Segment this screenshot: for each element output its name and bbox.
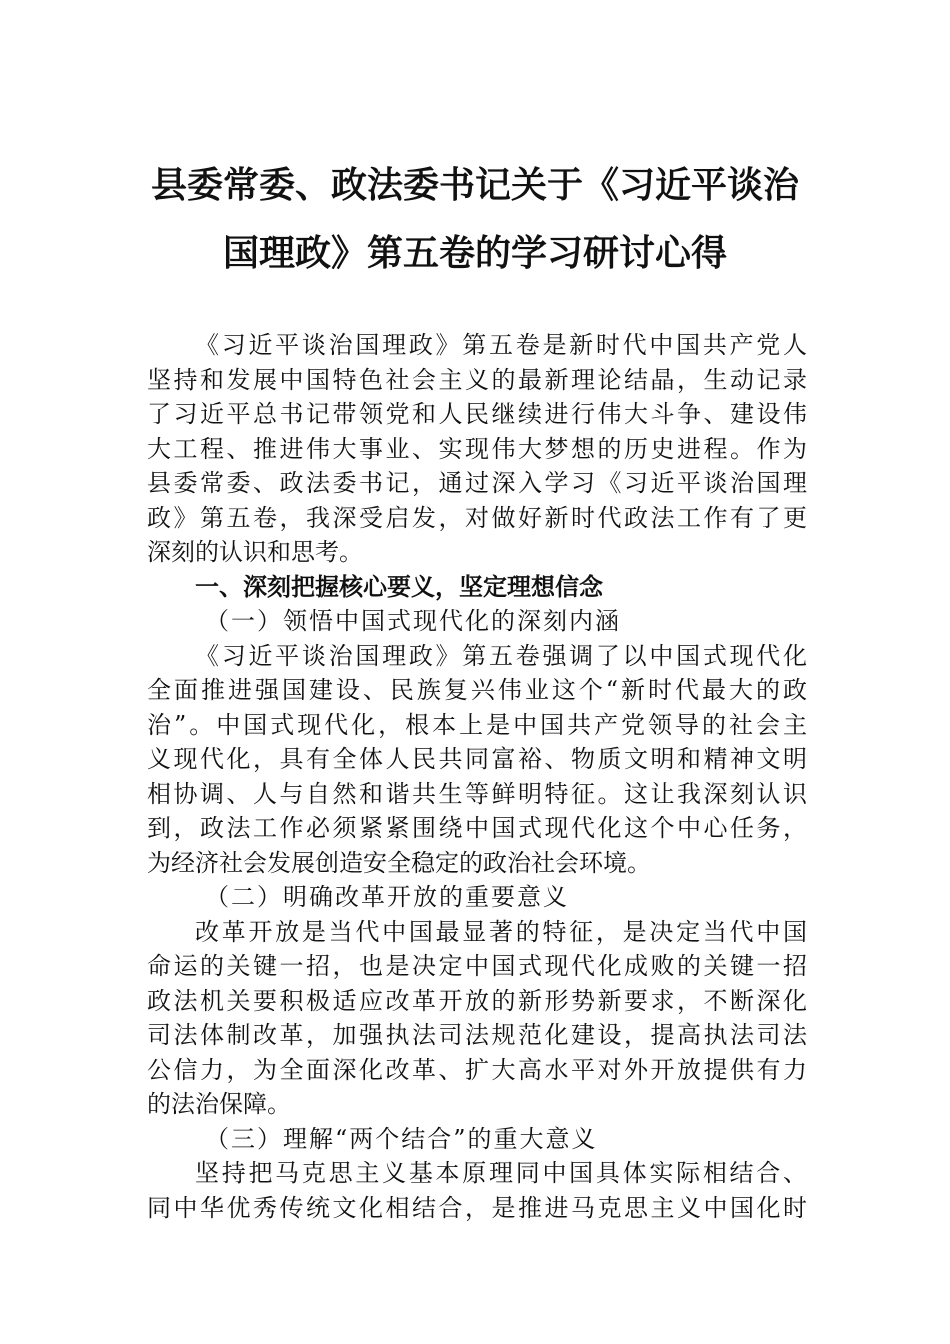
paragraph-line: 《习近平谈治国理政》第五卷是新时代中国共产党人 bbox=[195, 331, 807, 359]
paragraph-line: 治”。中国式现代化，根本上是中国共产党领导的社会主 bbox=[147, 710, 807, 739]
paragraph-line: 大工程、推进伟大事业、实现伟大梦想的历史进程。作为 bbox=[147, 434, 807, 463]
paragraph-line: 全面推进强国建设、民族复兴伟业这个“新时代最大的政 bbox=[147, 676, 807, 704]
document-title bbox=[0, 151, 950, 287]
paragraph-line: 县委常委、政法委书记，通过深入学习《习近平谈治国理 bbox=[147, 469, 807, 497]
title-line-1: 县委常委、政法委书记关于《习近平谈治 bbox=[150, 164, 799, 206]
paragraph-line: 改革开放是当代中国最显著的特征，是决定当代中国 bbox=[195, 917, 807, 946]
paragraph-line: 公信力，为全面深化改革、扩大高水平对外开放提供有力 bbox=[147, 1055, 807, 1084]
subsection-heading: （三）理解“两个结合”的重大意义 bbox=[205, 1124, 598, 1153]
section-heading: 一、深刻把握核心要义，坚定理想信念 bbox=[195, 572, 603, 601]
subsection-heading: （一）领悟中国式现代化的深刻内涵 bbox=[205, 607, 621, 635]
paragraph-line: 了习近平总书记带领党和人民继续进行伟大斗争、建设伟 bbox=[147, 400, 807, 428]
paragraph-line: 《习近平谈治国理政》第五卷强调了以中国式现代化 bbox=[195, 641, 807, 670]
paragraph-line: 深刻的认识和思考。 bbox=[147, 538, 363, 566]
paragraph-line: 相协调、人与自然和谐共生等鲜明特征。这让我深刻认识 bbox=[147, 779, 807, 808]
title-line-2: 国理政》第五卷的学习研讨心得 bbox=[222, 232, 727, 274]
paragraph-line: 的法治保障。 bbox=[147, 1090, 291, 1118]
paragraph-line: 义现代化，具有全体人民共同富裕、物质文明和精神文明 bbox=[147, 745, 807, 773]
paragraph-line: 政》第五卷，我深受启发，对做好新时代政法工作有了更 bbox=[147, 503, 807, 532]
paragraph-line: 为经济社会发展创造安全稳定的政治社会环境。 bbox=[147, 848, 651, 877]
paragraph-line: 命运的关键一招，也是决定中国式现代化成败的关键一招 bbox=[147, 952, 807, 980]
paragraph-line: 政法机关要积极适应改革开放的新形势新要求，不断深化 bbox=[147, 986, 807, 1015]
paragraph-line: 到，政法工作必须紧紧围绕中国式现代化这个中心任务， bbox=[147, 814, 807, 842]
paragraph-line: 坚持和发展中国特色社会主义的最新理论结晶，生动记录 bbox=[147, 365, 807, 394]
paragraph-line: 坚持把马克思主义基本原理同中国具体实际相结合、 bbox=[195, 1159, 807, 1187]
paragraph-line: 司法体制改革，加强执法司法规范化建设，提高执法司法 bbox=[147, 1021, 807, 1049]
subsection-heading: （二）明确改革开放的重要意义 bbox=[205, 883, 569, 911]
paragraph-line: 同中华优秀传统文化相结合，是推进马克思主义中国化时 bbox=[147, 1193, 807, 1222]
document-body bbox=[147, 328, 807, 1225]
